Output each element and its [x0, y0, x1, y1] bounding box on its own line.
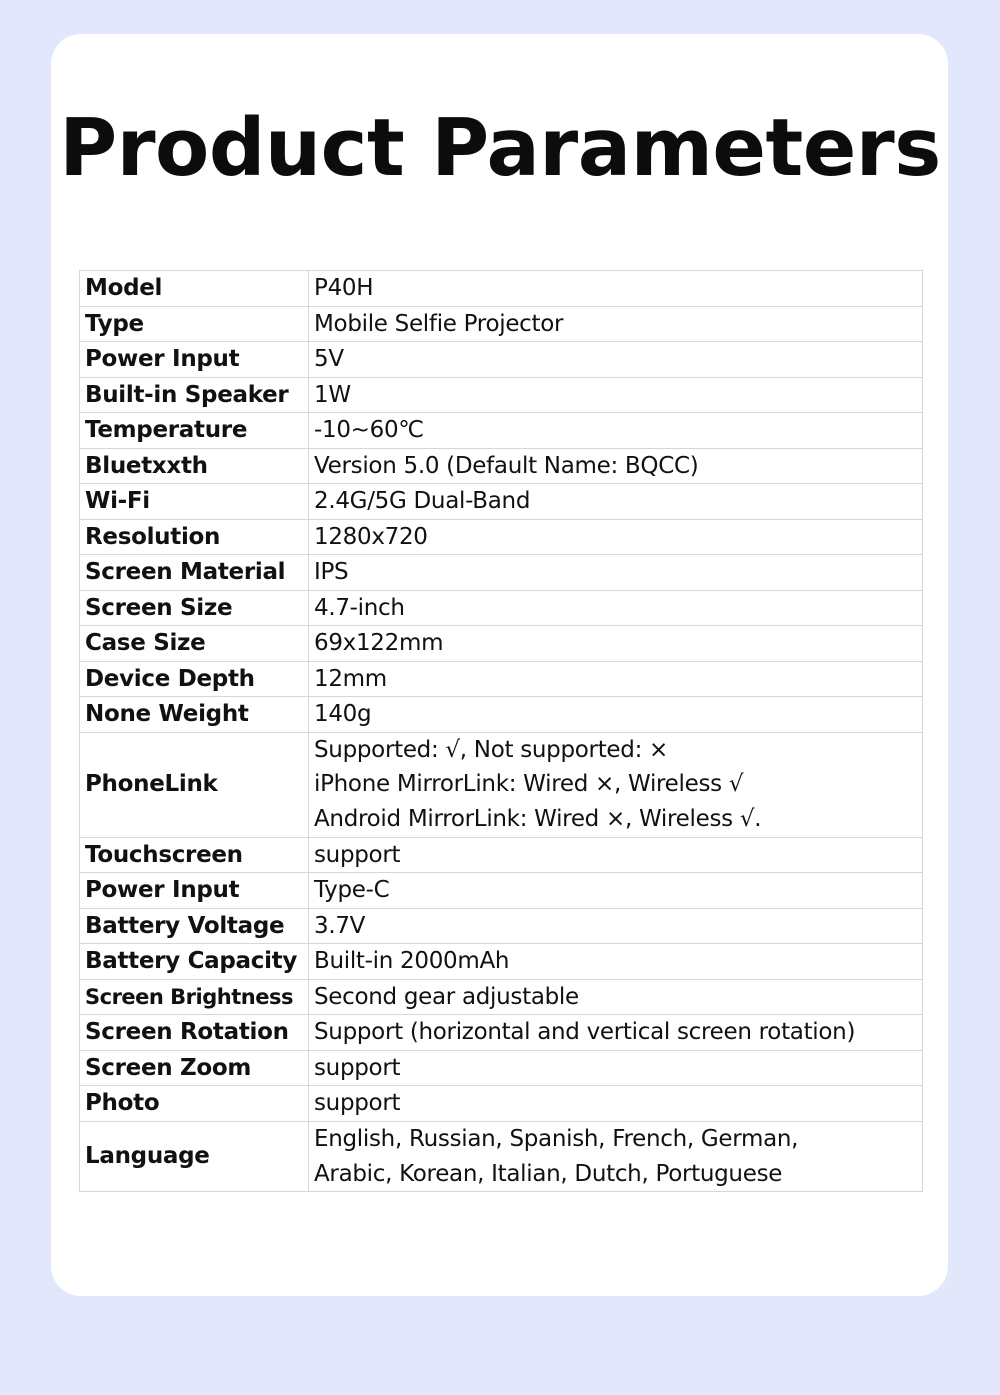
param-value: 140g [309, 697, 923, 733]
param-label: Battery Voltage [80, 908, 309, 944]
table-row [80, 306, 923, 342]
param-label: Screen Brightness [80, 979, 309, 1015]
param-label: Temperature [80, 413, 309, 449]
param-label: Built-in Speaker [80, 377, 309, 413]
param-value: 4.7-inch [309, 590, 923, 626]
param-value: -10~60℃ [309, 413, 923, 449]
param-value: 3.7V [309, 908, 923, 944]
table-row [80, 1050, 923, 1086]
table-row [80, 697, 923, 733]
param-value: support [309, 1050, 923, 1086]
param-value: Built-in 2000mAh [309, 944, 923, 980]
table-row [80, 837, 923, 873]
table-row [80, 661, 923, 697]
param-label: Language [80, 1121, 309, 1192]
table-row [80, 271, 923, 307]
param-value: support [309, 1086, 923, 1122]
table-row [80, 944, 923, 980]
param-value: Type-C [309, 873, 923, 909]
param-value: 2.4G/5G Dual-Band [309, 484, 923, 520]
page-title: Product Parameters [59, 102, 941, 194]
param-label: Wi-Fi [80, 484, 309, 520]
param-value: 1280x720 [309, 519, 923, 555]
param-value: 69x122mm [309, 626, 923, 662]
param-label: Power Input [80, 342, 309, 378]
param-label: None Weight [80, 697, 309, 733]
param-label: Touchscreen [80, 837, 309, 873]
param-value: 5V [309, 342, 923, 378]
param-label: Screen Zoom [80, 1050, 309, 1086]
parameters-table [79, 270, 923, 1192]
param-label: PhoneLink [80, 732, 309, 837]
table-row [80, 448, 923, 484]
table-row [80, 979, 923, 1015]
table-row [80, 342, 923, 378]
param-value: 12mm [309, 661, 923, 697]
param-value: IPS [309, 555, 923, 591]
table-row [80, 1015, 923, 1051]
param-label: Photo [80, 1086, 309, 1122]
param-label: Screen Size [80, 590, 309, 626]
param-label: Type [80, 306, 309, 342]
param-label: Power Input [80, 873, 309, 909]
param-label: Bluetxxth [80, 448, 309, 484]
param-label: Screen Rotation [80, 1015, 309, 1051]
table-row [80, 413, 923, 449]
param-label: Device Depth [80, 661, 309, 697]
param-label: Battery Capacity [80, 944, 309, 980]
param-value: Support (horizontal and vertical screen rotation) [309, 1015, 923, 1051]
table-row [80, 555, 923, 591]
table-row [80, 519, 923, 555]
table-row [80, 732, 923, 837]
table-row [80, 873, 923, 909]
param-label: Resolution [80, 519, 309, 555]
param-value: P40H [309, 271, 923, 307]
table-row [80, 908, 923, 944]
param-label: Case Size [80, 626, 309, 662]
table-row [80, 484, 923, 520]
param-value: Version 5.0 (Default Name: BQCC) [309, 448, 923, 484]
param-label: Screen Material [80, 555, 309, 591]
table-row [80, 1086, 923, 1122]
param-value: Second gear adjustable [309, 979, 923, 1015]
table-row [80, 590, 923, 626]
param-value: 1W [309, 377, 923, 413]
table-row [80, 626, 923, 662]
param-value: Supported: √, Not supported: × iPhone MirrorLink: Wired ×, Wireless √ Android MirrorLink: Wired ×, Wireless √. [309, 732, 923, 837]
param-label: Model [80, 271, 309, 307]
table-row [80, 377, 923, 413]
table-row [80, 1121, 923, 1192]
param-value: support [309, 837, 923, 873]
param-value: English, Russian, Spanish, French, German, Arabic, Korean, Italian, Dutch, Portuguese [309, 1121, 923, 1192]
param-value: Mobile Selfie Projector [309, 306, 923, 342]
